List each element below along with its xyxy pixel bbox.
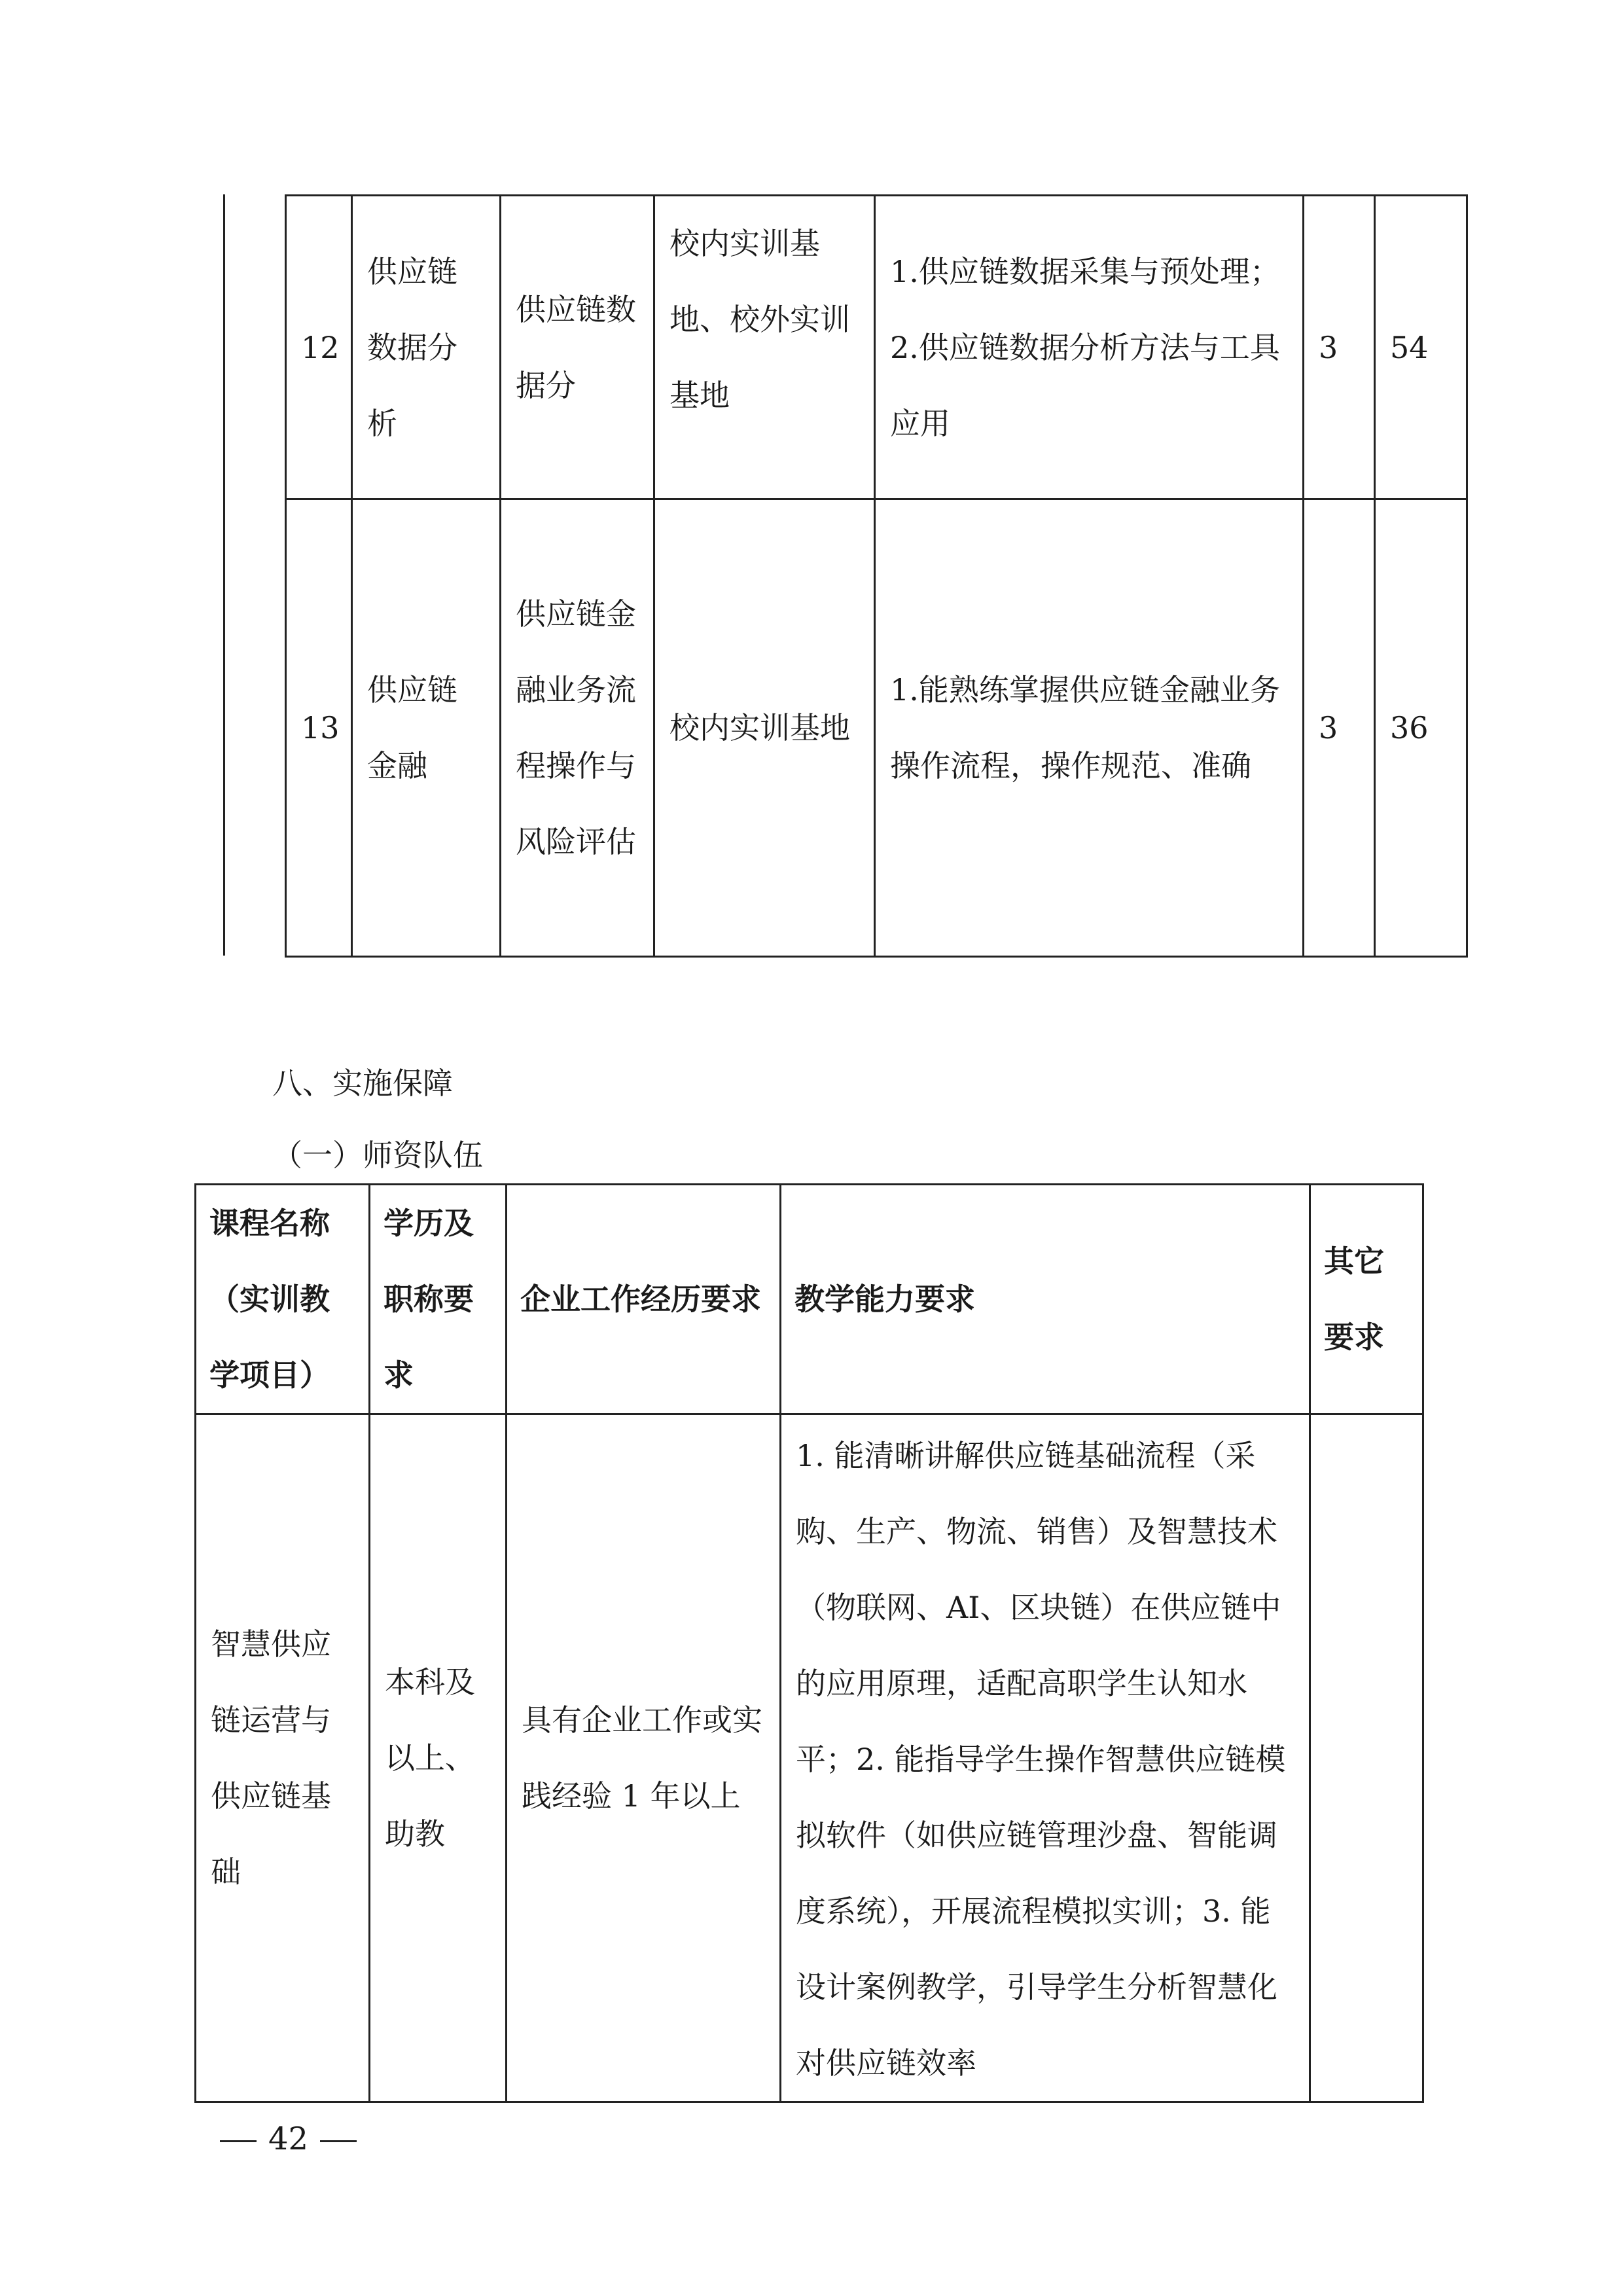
table-header-row bbox=[196, 1185, 1423, 1414]
teaching-requirement: 1. 能清晰讲解供应链基础流程（采购、生产、物流、销售）及智慧技术（物联网、AI、区块链）在供应链中的应用原理，适配高职学生认知水平；2. 能指导学生操作智慧供应链模拟软件（如供应链管理沙盘、智能调度系统），开展流程模拟实训；3. 能设计案例教学，引导学生分析智慧化对供应链效率 bbox=[781, 1414, 1310, 2102]
hours: 36 bbox=[1375, 499, 1467, 957]
training-projects-table bbox=[285, 194, 1468, 958]
header-other: 其它要求 bbox=[1310, 1185, 1423, 1414]
training-requirement: 1.供应链数据采集与预处理；2.供应链数据分析方法与工具应用 bbox=[875, 196, 1304, 499]
header-experience: 企业工作经历要求 bbox=[507, 1185, 781, 1414]
row-number: 12 bbox=[286, 196, 352, 499]
section-heading: 八、实施保障 bbox=[272, 1066, 453, 1101]
table-row bbox=[286, 196, 1467, 499]
course-name: 供应链金融 bbox=[352, 499, 501, 957]
course-name: 供应链数据分析 bbox=[352, 196, 501, 499]
credits: 3 bbox=[1304, 499, 1375, 957]
education-requirement: 本科及以上、助教 bbox=[370, 1414, 507, 2102]
training-requirement: 1.能熟练掌握供应链金融业务操作流程，操作规范、准确 bbox=[875, 499, 1304, 957]
training-site: 校内实训基地 bbox=[654, 499, 875, 957]
page-footer bbox=[208, 2119, 368, 2159]
credits: 3 bbox=[1304, 196, 1375, 499]
experience-requirement: 具有企业工作或实践经验 1 年以上 bbox=[507, 1414, 781, 2102]
header-course: 课程名称（实训教学项目） bbox=[196, 1185, 370, 1414]
table-row bbox=[286, 499, 1467, 957]
footer-dash-left bbox=[220, 2140, 257, 2142]
hours: 54 bbox=[1375, 196, 1467, 499]
training-project: 供应链金融业务流程操作与风险评估 bbox=[501, 499, 654, 957]
header-education: 学历及职称要求 bbox=[370, 1185, 507, 1414]
faculty-requirements-table bbox=[194, 1183, 1424, 2103]
header-teaching: 教学能力要求 bbox=[781, 1185, 1310, 1414]
training-site: 校内实训基地、校外实训基地 bbox=[654, 196, 875, 499]
page-number: 42 bbox=[268, 2121, 309, 2157]
table-left-edge-line bbox=[223, 194, 225, 956]
course-name: 智慧供应链运营与供应链基础 bbox=[196, 1414, 370, 2102]
other-requirement bbox=[1310, 1414, 1423, 2102]
training-project: 供应链数据分 bbox=[501, 196, 654, 499]
row-number: 13 bbox=[286, 499, 352, 957]
table-row bbox=[196, 1414, 1423, 2102]
subsection-heading: （一）师资队伍 bbox=[272, 1138, 483, 1173]
footer-dash-right bbox=[320, 2140, 357, 2142]
